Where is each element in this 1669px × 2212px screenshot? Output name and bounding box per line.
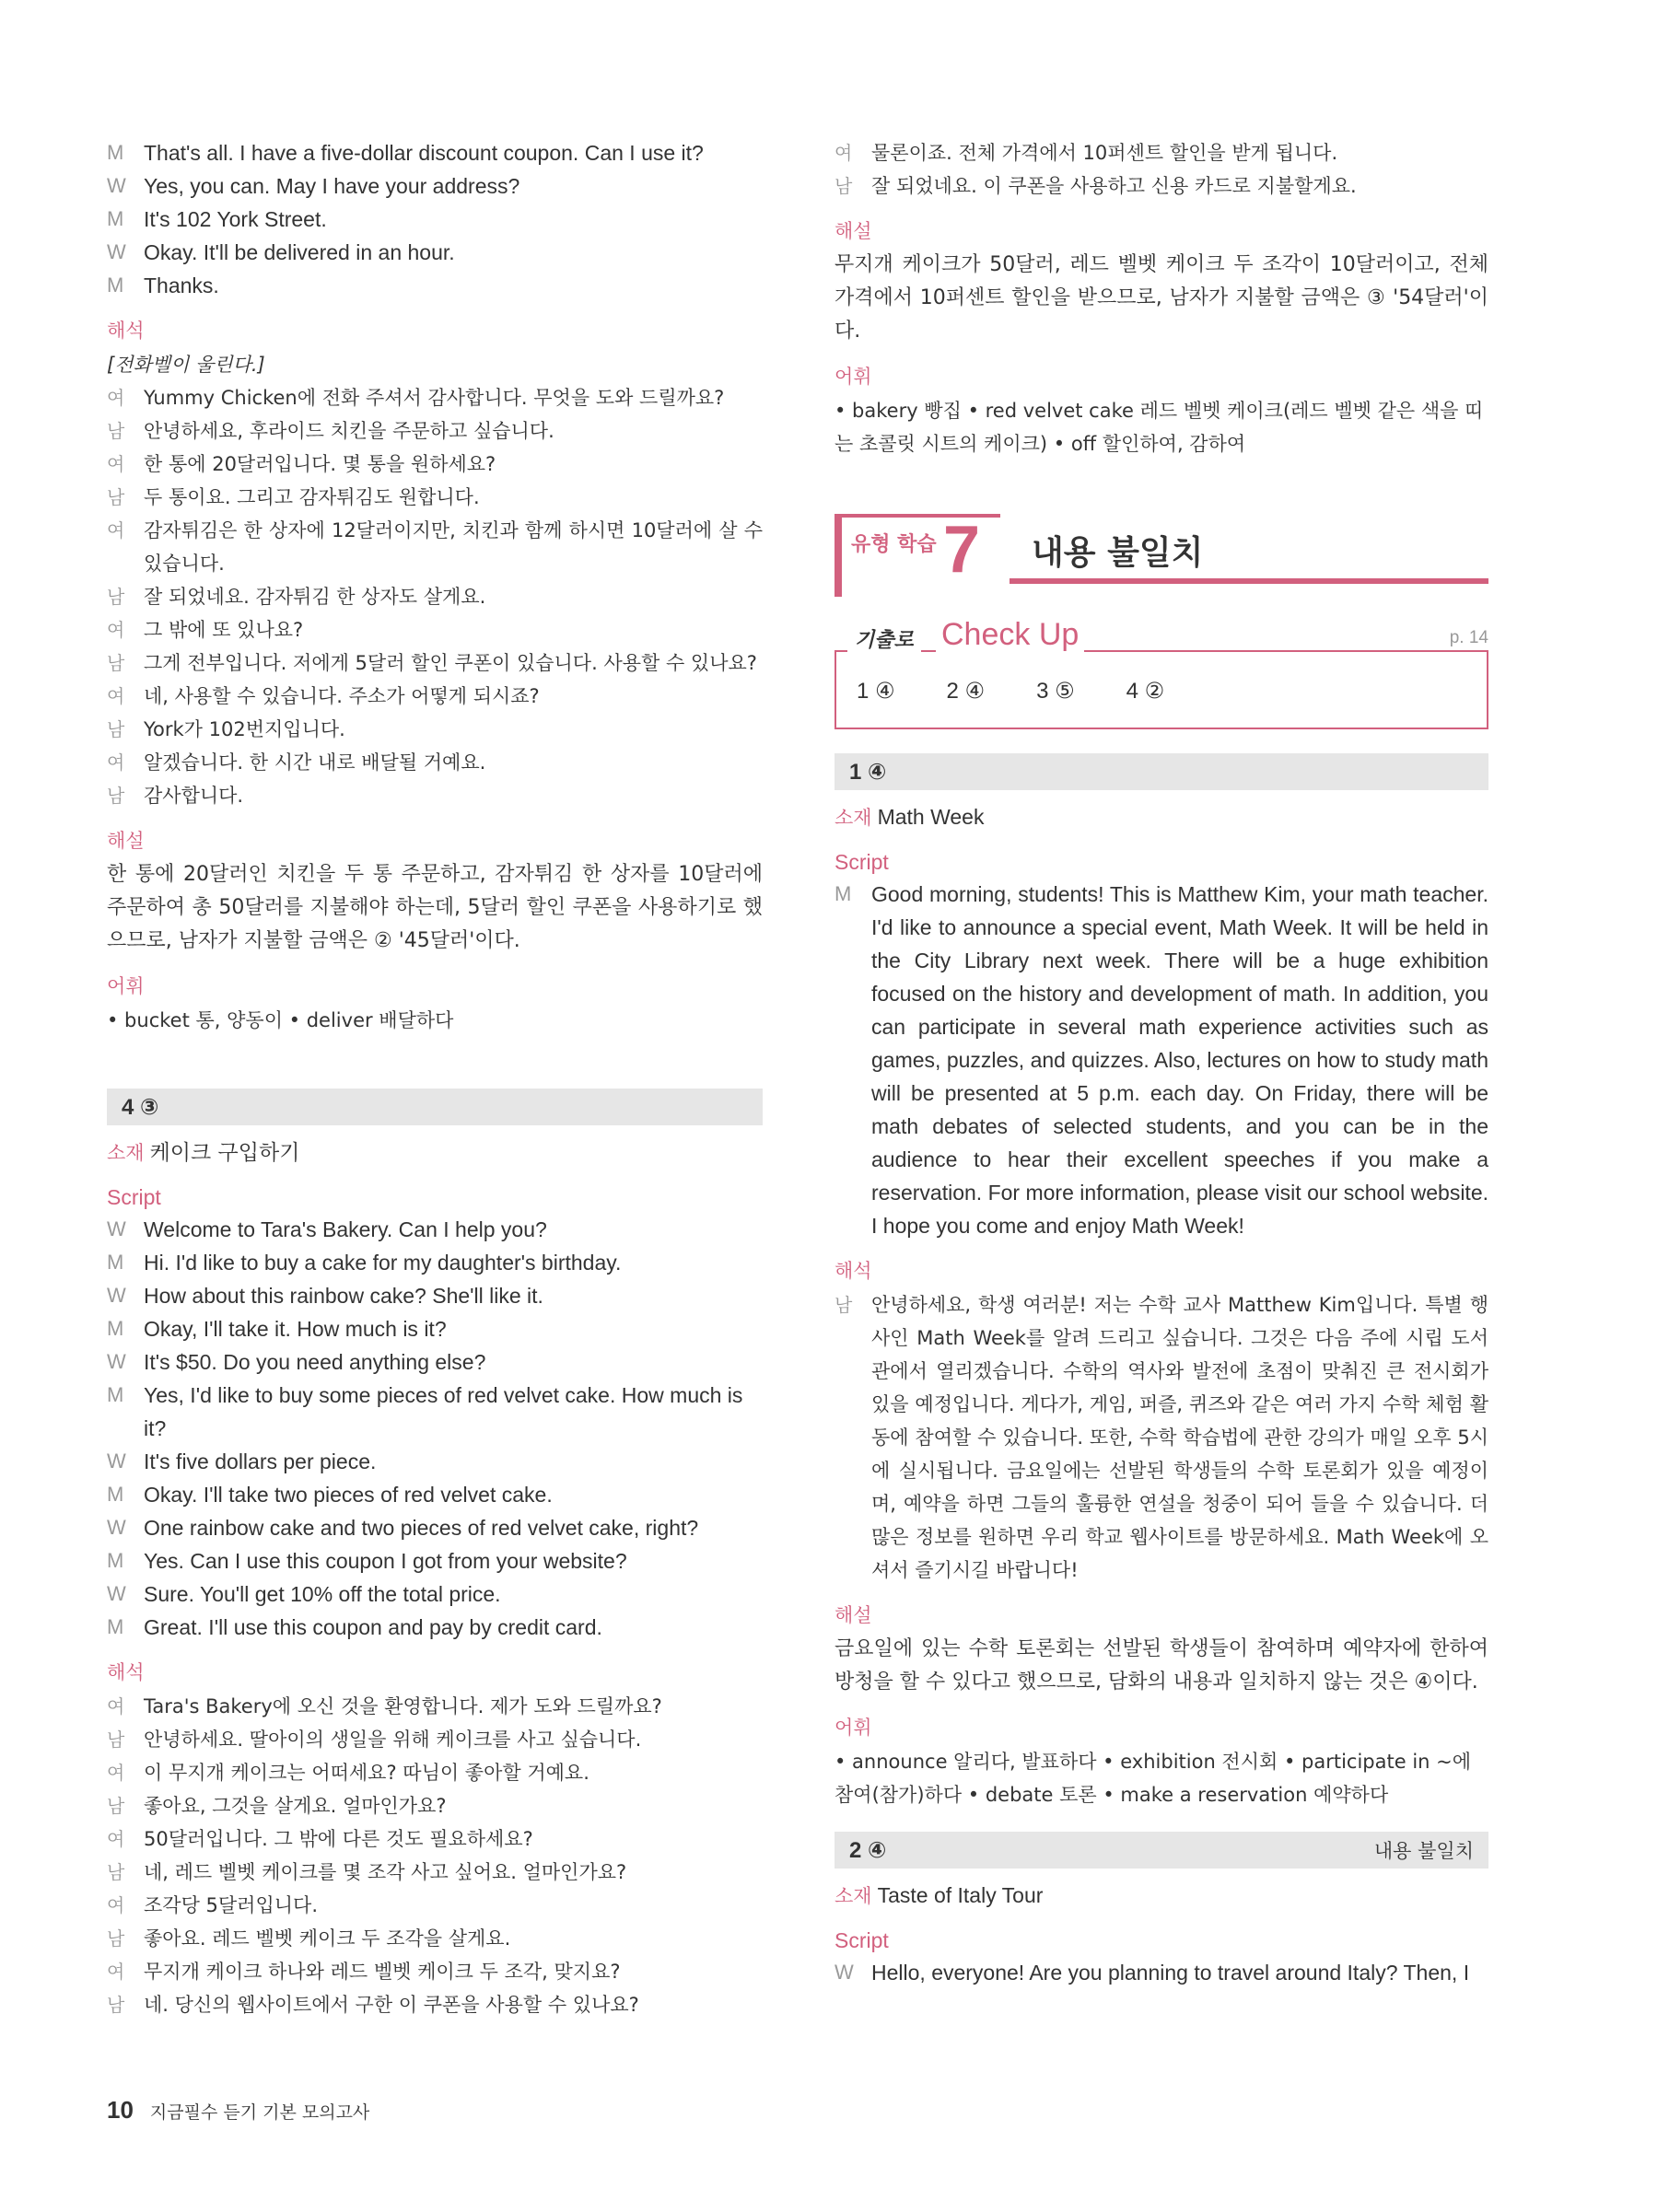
speaker: M (107, 141, 124, 164)
speaker: W (107, 1217, 126, 1240)
speaker: M (107, 1383, 124, 1406)
dialog-line (107, 1312, 763, 1345)
line-text: 좋아요. 레드 벨벳 케이크 두 조각을 살게요. (144, 1927, 511, 1950)
dialog-line (107, 1789, 763, 1822)
book-title: 지금필수 듣기 기본 모의고사 (149, 2102, 370, 2123)
line-text: 알겠습니다. 한 시간 내로 배달될 거예요. (144, 751, 486, 774)
translation-text: 안녕하세요, 학생 여러분! 저는 수학 교사 Matthew Kim입니다. 특별 행사인 Math Week를 알려 드리고 싶습니다. 그것은 다음 주에 시립 도서관에서 열리겠습니다. 수학의 역사와 발전에 초점이 맞춰진 큰 전시회가 있을 예정입니다. 게다가, 게임, 퍼즐, 퀴즈와 같은 여러 가지 수학 체험 활동에 참여할 수 있습니다. 또한, 수학 학습법에 관한 강의가 매일 오후 5시에 실시됩니다. 금요일에는 선발된 학생들의 수학 토론회가 있을 예정이며, 예약을 하면 그들의 훌륭한 연설을 청중이 되어 들을 수 있습니다. 더 많은 정보를 원하면 우리 학교 웹사이트를 방문하세요. Math Week에 오셔서 즐기시길 바랍니다! (871, 1294, 1488, 1581)
dialog-line (107, 1544, 763, 1578)
line-text: Yummy Chicken에 전화 주셔서 감사합니다. 무엇을 도와 드릴까요? (144, 387, 725, 409)
script-label: Script (834, 850, 889, 874)
script-q2 (834, 1956, 1488, 1989)
vocab-label: 어휘 (834, 366, 872, 388)
dialog-line (107, 1955, 763, 1988)
speaker: W (107, 1449, 126, 1473)
page-number: 10 (107, 2096, 134, 2124)
dialog-line (834, 169, 1488, 203)
speaker: 여 (107, 1695, 125, 1717)
line-text: 네. 당신의 웹사이트에서 구한 이 쿠폰을 사용할 수 있나요? (144, 1994, 639, 2016)
dialog-line (107, 414, 763, 448)
speaker: M (107, 1251, 124, 1274)
topic-q2 (834, 1880, 1488, 1912)
topic-q1 (834, 801, 1488, 833)
speaker: 여 (107, 387, 125, 409)
dialog-line (107, 448, 763, 481)
category-label: 내용 불일치 (1373, 1840, 1474, 1862)
line-text: 한 통에 20달러입니다. 몇 통을 원하세요? (144, 453, 496, 475)
right-column (834, 136, 1488, 1989)
dialog-line (107, 169, 763, 203)
line-text: Yes, I'd like to buy some pieces of red velvet cake. How much is it? (144, 1383, 743, 1440)
translation-label: 해석 (107, 320, 145, 342)
speaker: 남 (107, 1729, 125, 1751)
answer-bar-q2 (834, 1832, 1488, 1869)
line-text: 50달러입니다. 그 밖에 다른 것도 필요하세요? (144, 1828, 533, 1850)
vocab-top: • bucket 통, 양동이 • deliver 배달하다 (107, 1009, 454, 1031)
checkup-tag-text: 기출로 (855, 629, 914, 652)
dialog-line (107, 203, 763, 236)
explanation-label: 해설 (834, 220, 872, 242)
line-text: Sure. You'll get 10% off the total price. (144, 1582, 501, 1606)
topic-label: 소재 (107, 1142, 145, 1164)
line-text: 네, 사용할 수 있습니다. 주소가 어떻게 되시죠? (144, 685, 540, 707)
explanation-q1: 금요일에 있는 수학 토론회는 선발된 학생들이 참여하며 예약자에 한하여 방청을 할 수 있다고 했으므로, 담화의 내용과 일치하지 않는 것은 ④이다. (834, 1637, 1488, 1694)
translation-label-q4: 해석 (107, 1661, 145, 1683)
answer-number: 1 ④ (849, 759, 887, 785)
speaker: 여 (107, 519, 125, 541)
translation-q1 (834, 1288, 1488, 1587)
topic-text: 케이크 구입하기 (149, 1141, 300, 1165)
line-text: Okay. I'll take two pieces of red velvet cake. (144, 1483, 553, 1507)
line-text: 감자튀김은 한 상자에 12달러이지만, 치킨과 함께 하시면 10달러에 살 수 있습니다. (144, 519, 763, 575)
speaker: 남 (834, 175, 853, 197)
line-text: Hi. I'd like to buy a cake for my daughter's birthday. (144, 1251, 622, 1275)
checkup-title: Check Up (936, 617, 1084, 653)
explanation-label: 해설 (107, 830, 145, 852)
line-text: 이 무지개 케이크는 어떠세요? 따님이 좋아할 거예요. (144, 1762, 589, 1784)
line-text: How about this rainbow cake? She'll like it. (144, 1284, 543, 1308)
line-text: 조각당 5달러입니다. (144, 1894, 318, 1916)
dialog-line (107, 680, 763, 713)
topic-text: Taste of Italy Tour (877, 1883, 1044, 1907)
speaker: W (107, 1582, 126, 1605)
line-text: It's five dollars per piece. (144, 1449, 377, 1473)
left-column (107, 136, 763, 2021)
dialog-line (107, 613, 763, 646)
type-header-bottom-line (1010, 578, 1488, 584)
dialog-line (107, 514, 763, 580)
checkup-page: p. 14 (1444, 628, 1488, 648)
speaker: 남 (107, 1795, 125, 1817)
speaker: 여 (107, 453, 125, 475)
explanation-top: 한 통에 20달러인 치킨을 두 통 주문하고, 감자튀김 한 상자를 10달러에 주문하여 총 50달러를 지불해야 하는데, 5달러 할인 쿠폰을 사용하기로 했으므로, 남자가 지불할 금액은 ② '45달러'이다. (107, 863, 763, 952)
line-text: 잘 되었네요. 이 쿠폰을 사용하고 신용 카드로 지불할게요. (871, 175, 1357, 197)
answer-number: 4 ③ (122, 1094, 159, 1120)
translation-q4-continued (834, 136, 1488, 203)
dialog-line (107, 1988, 763, 2021)
line-text: Great. I'll use this coupon and pay by credit card. (144, 1615, 602, 1639)
speaker: 남 (107, 1927, 125, 1950)
line-text: Okay. It'll be delivered in an hour. (144, 240, 455, 264)
vocab-q1: • announce 알리다, 발표하다 • exhibition 전시회 • participate in ~에 참여(참가)하다 • debate 토론 • make a reservation 예약하다 (834, 1751, 1472, 1806)
speaker: 남 (107, 652, 125, 674)
line-text: 무지개 케이크 하나와 레드 벨벳 케이크 두 조각, 맞지요? (144, 1961, 621, 1983)
line-text: Tara's Bakery에 오신 것을 환영합니다. 제가 도와 드릴까요? (144, 1695, 662, 1717)
dialog-line (107, 1511, 763, 1544)
dialog-line (107, 580, 763, 613)
dialog-line (107, 1723, 763, 1756)
speaker: 여 (107, 1762, 125, 1784)
speaker: 여 (107, 1894, 125, 1916)
speaker: 남 (107, 1861, 125, 1883)
type-header-bar (834, 514, 842, 597)
line-text: One rainbow cake and two pieces of red velvet cake, right? (144, 1516, 699, 1540)
line-text: 네, 레드 벨벳 케이크를 몇 조각 사고 싶어요. 얼마인가요? (144, 1861, 627, 1883)
dialog-line (107, 269, 763, 302)
translation-q4 (107, 1690, 763, 2021)
speaker: M (107, 1549, 124, 1572)
topic-label: 소재 (834, 807, 872, 829)
type-header (834, 514, 1488, 597)
dialog-line (107, 1856, 763, 1889)
dialog-line (107, 1611, 763, 1644)
speaker: W (107, 1284, 126, 1307)
speaker: M (107, 207, 124, 230)
type-label: 유형 학습 (851, 533, 937, 556)
page-footer (107, 2096, 369, 2125)
dialog-line (107, 1889, 763, 1922)
script-label: Script (834, 1928, 889, 1952)
speaker: M (107, 1615, 124, 1638)
speaker: W (107, 174, 126, 197)
speaker: 여 (834, 142, 853, 164)
dialog-line (107, 1478, 763, 1511)
dialog-line (107, 236, 763, 269)
type-number: 7 (943, 513, 981, 587)
line-text: 안녕하세요. 딸아이의 생일을 위해 케이크를 사고 싶습니다. (144, 1729, 642, 1751)
speaker: M (107, 1483, 124, 1506)
speaker: 남 (107, 486, 125, 508)
checkup-answer: 1 ④ (857, 679, 895, 704)
line-text: 안녕하세요, 후라이드 치킨을 주문하고 싶습니다. (144, 420, 554, 442)
answer-bar-q1 (834, 753, 1488, 790)
line-text: Yes, you can. May I have your address? (144, 174, 520, 198)
line-text: It's $50. Do you need anything else? (144, 1350, 486, 1374)
dialog-line (107, 746, 763, 779)
dialog-line (107, 1690, 763, 1723)
phone-ring-note: [전화벨이 울린다.] (107, 354, 265, 376)
speaker: 여 (107, 1828, 125, 1850)
checkup-answers (857, 678, 1164, 704)
checkup-answer: 2 ④ (946, 679, 986, 704)
speaker: W (107, 1516, 126, 1539)
line-text: 잘 되었네요. 감자튀김 한 상자도 살게요. (144, 586, 486, 608)
line-text: Yes. Can I use this coupon I got from your website? (144, 1549, 627, 1573)
line-text: Okay, I'll take it. How much is it? (144, 1317, 447, 1341)
dialog-line (107, 1246, 763, 1279)
vocab-label: 어휘 (834, 1717, 872, 1739)
speaker: M (834, 882, 852, 905)
dialog-line (834, 136, 1488, 169)
dialog-line (107, 1822, 763, 1856)
speaker: M (107, 274, 124, 297)
topic-text: Math Week (877, 805, 985, 829)
script-text: Good morning, students! This is Matthew Kim, your math teacher. I'd like to announce a special event, Math Week. It will be held in the City Library next week. There will be a huge exhibition focused on the history and development of math. In addition, you can participate in several math experience activities such as games, puzzles, and quizzes. Also, lectures on how to study math will be presented at 5 p.m. each day. On Friday, there will be math debates of selected students, and you can be in the audience to hear their excellent speeches if you make a reservation. For more information, please visit our school website. I hope you come and enjoy Math Week! (871, 882, 1488, 1238)
explanation-q4: 무지개 케이크가 50달러, 레드 벨벳 케이크 두 조각이 10달러이고, 전체 가격에서 10퍼센트 할인을 받으므로, 남자가 지불할 금액은 ③ '54달러'이다. (834, 253, 1488, 343)
dialog-top (107, 136, 763, 302)
dialog-line (107, 1922, 763, 1955)
vocab-q4: • bakery 빵집 • red velvet cake 레드 벨벳 케이크(레드 벨벳 같은 색을 띠는 초콜릿 시트의 케이크) • off 할인하여, 감하여 (834, 400, 1484, 455)
speaker: W (834, 1961, 854, 1984)
speaker: 남 (107, 718, 125, 740)
dialog-line (107, 481, 763, 514)
speaker: 남 (107, 586, 125, 608)
dialog-line (107, 1345, 763, 1379)
translation-label: 해석 (834, 1260, 872, 1282)
speaker: 여 (107, 685, 125, 707)
translation-top (107, 381, 763, 812)
checkup-answer: 3 ⑤ (1036, 679, 1075, 704)
dialog-line (107, 1756, 763, 1789)
line-text: Thanks. (144, 274, 219, 297)
dialog-line (107, 136, 763, 169)
answer-number: 2 ④ (849, 1837, 887, 1863)
script-text: Hello, everyone! Are you planning to travel around Italy? Then, I (871, 1961, 1470, 1985)
line-text: 좋아요, 그것을 살게요. 얼마인가요? (144, 1795, 447, 1817)
speaker: 남 (107, 420, 125, 442)
speaker: 여 (107, 1961, 125, 1983)
answer-bar-q4 (107, 1089, 763, 1125)
dialog-line (107, 1578, 763, 1611)
dialog-line (107, 1213, 763, 1246)
speaker: 남 (834, 1294, 853, 1316)
line-text: York가 102번지입니다. (144, 718, 345, 740)
dialog-line (107, 1379, 763, 1445)
dialog-line (107, 779, 763, 812)
speaker: W (107, 1350, 126, 1373)
type-title: 내용 불일치 (1032, 534, 1204, 572)
line-text: That's all. I have a five-dollar discount coupon. Can I use it? (144, 141, 704, 165)
topic-label: 소재 (834, 1885, 872, 1907)
line-text: 두 통이요. 그리고 감자튀김도 원합니다. (144, 486, 480, 508)
dialog-line (107, 1445, 763, 1478)
dialog-line (107, 646, 763, 680)
speaker: 여 (107, 619, 125, 641)
line-text: 그게 전부입니다. 저에게 5달러 할인 쿠폰이 있습니다. 사용할 수 있나요? (144, 652, 757, 674)
line-text: 그 밖에 또 있나요? (144, 619, 304, 641)
line-text: Welcome to Tara's Bakery. Can I help you? (144, 1217, 547, 1241)
speaker: 여 (107, 751, 125, 774)
checkup-box (834, 617, 1488, 735)
explanation-label: 해설 (834, 1604, 872, 1626)
checkup-tag (847, 624, 921, 653)
line-text: 물론이죠. 전체 가격에서 10퍼센트 할인을 받게 됩니다. (871, 142, 1338, 164)
dialog-line (107, 713, 763, 746)
speaker: 남 (107, 785, 125, 807)
vocab-label: 어휘 (107, 975, 145, 997)
line-text: 감사합니다. (144, 785, 244, 807)
script-q4 (107, 1213, 763, 1644)
speaker: W (107, 240, 126, 263)
dialog-line (107, 1279, 763, 1312)
topic-q4 (107, 1136, 763, 1169)
speaker: 남 (107, 1994, 125, 2016)
checkup-answer: 4 ② (1126, 679, 1165, 704)
speaker: M (107, 1317, 124, 1340)
script-q1 (834, 878, 1488, 1242)
line-text: It's 102 York Street. (144, 207, 327, 231)
script-label: Script (107, 1185, 161, 1209)
dialog-line (107, 381, 763, 414)
